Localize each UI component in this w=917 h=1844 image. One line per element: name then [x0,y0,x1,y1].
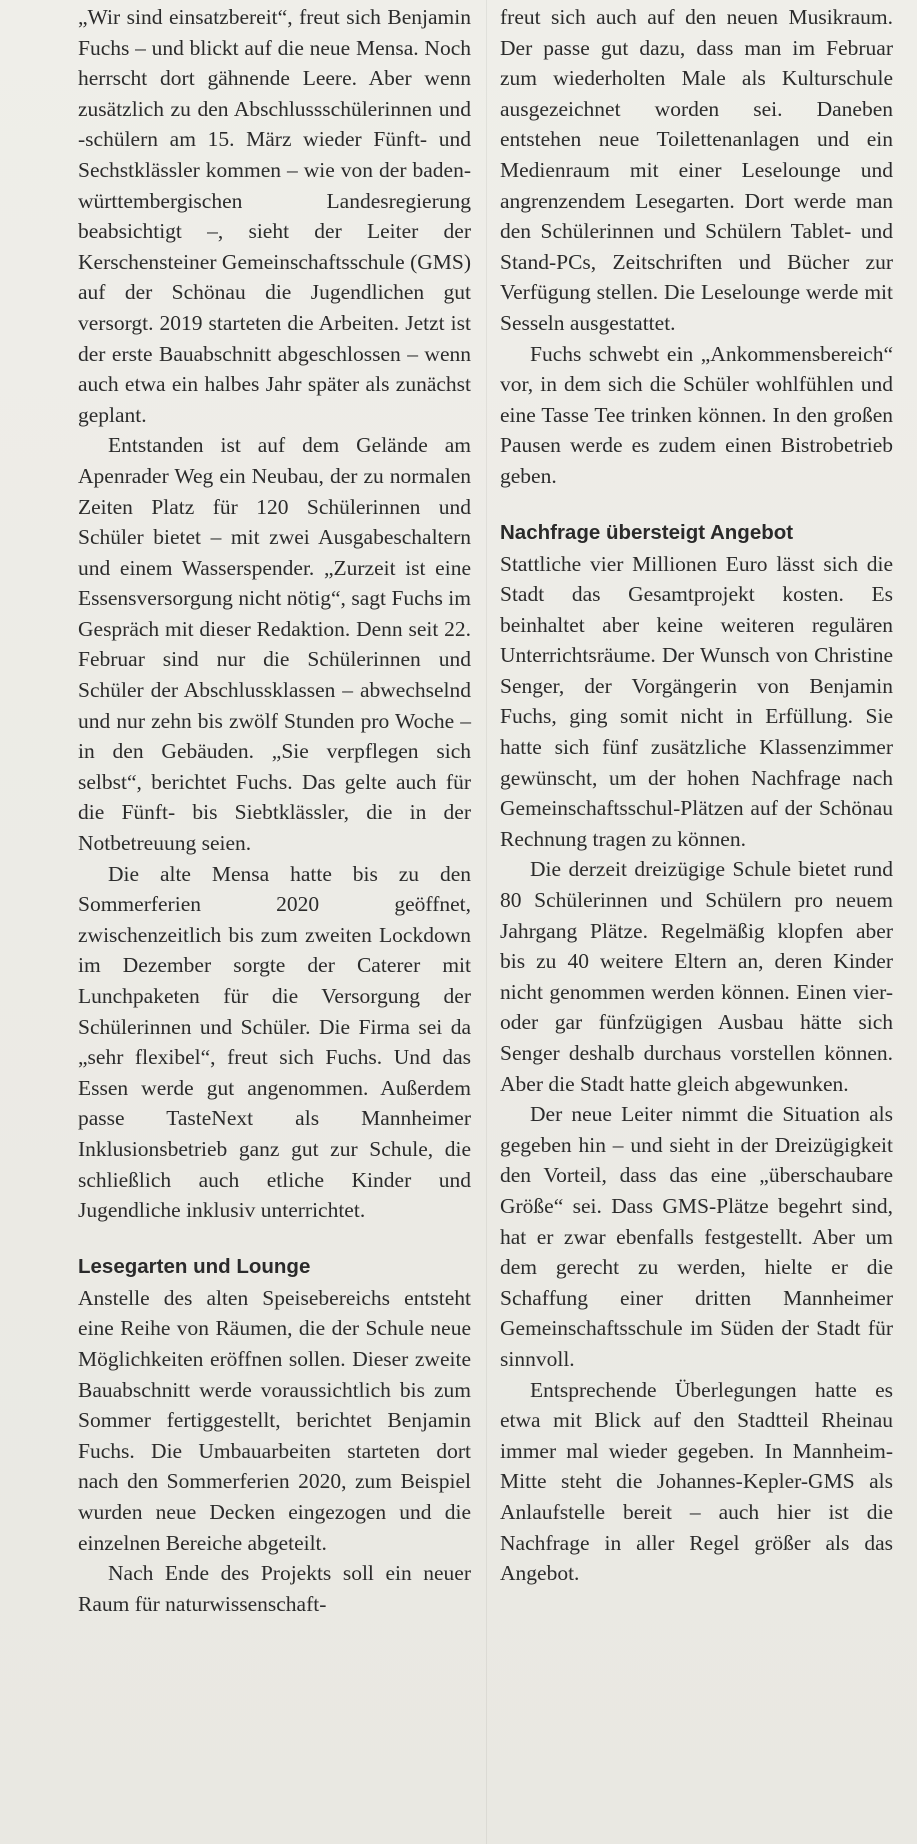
column-divider [486,0,487,1844]
paragraph: Stattliche vier Millionen Euro lässt sich die Stadt das Gesamtprojekt kosten. Es beinhaltet aber keine weiteren regulären Unterrichtsräume. Der Wunsch von Christine Senger, der Vorgängerin von Benjamin Fuchs, ging somit nicht in Erfüllung. Sie hatte sich fünf zusätzliche Klassenzimmer gewünscht, um der hohen Nachfrage nach Gemeinschaftsschul-Plätzen auf der Schönau Rechnung tragen zu können. [500,551,893,851]
subheading: Lesegarten und Lounge [78,1254,311,1278]
article-left-column [78,2,471,1619]
paragraph: Die derzeit dreizügige Schule bietet rund 80 Schülerinnen und Schülern pro neuem Jahrgang Plätze. Regelmäßig klopfen aber bis zu 40 weitere Eltern an, deren Kinder nicht genommen werden können. Einen vier- oder gar fünfzügigen Ausbau hätte sich Senger deshalb durchaus vorstellen können. Aber die Stadt hatte gleich abgewunken. [500,857,893,1096]
paragraph: „Wir sind einsatzbereit“, freut sich Benjamin Fuchs – und blickt auf die neue Mensa. Noch herrscht dort gähnende Leere. Aber wenn zusätzlich zu den Abschlussschülerinnen und -schülern am 15. März wieder Fünft- und Sechstklässler kommen – wie von der baden-württembergischen Landesregierung beabsichtigt –, sieht der Leiter der Kerschensteiner Gemeinschaftsschule (GMS) auf der Schönau die Jugendlichen gut versorgt. 2019 starteten die Arbeiten. Jetzt ist der erste Bauabschnitt abgeschlossen – wenn auch etwa ein halbes Jahr später als zunächst geplant. [78,5,471,427]
paragraph: Fuchs schwebt ein „Ankommensbereich“ vor, in dem sich die Schüler wohlfühlen und eine Tasse Tee trinken können. In den großen Pausen werde es zudem einen Bistrobetrieb geben. [500,341,893,488]
paragraph: Anstelle des alten Speisebereichs entsteht eine Reihe von Räumen, die der Schule neue Möglichkeiten eröffnen sollen. Dieser zweite Bauabschnitt werde voraussichtlich bis zum Sommer fertiggestellt, berichtet Benjamin Fuchs. Die Umbauarbeiten starteten dort nach den Sommerferien 2020, zum Beispiel wurden neue Decken eingezogen und die einzelnen Bereiche abgeteilt. [78,1285,471,1555]
paragraph: Der neue Leiter nimmt die Situation als gegeben hin – und sieht in der Dreizügigkeit den Vorteil, dass das eine „überschaubare Größe“ sei. Dass GMS-Plätze begehrt sind, hat er zwar ebenfalls festgestellt. Aber um dem gerecht zu werden, hielte er die Schaffung einer dritten Mannheimer Gemeinschaftsschule im Süden der Stadt für sinnvoll. [500,1102,893,1371]
paragraph: Entsprechende Überlegungen hatte es etwa mit Blick auf den Stadtteil Rheinau immer mal wieder gegeben. In Mannheim-Mitte steht die Johannes-Kepler-GMS als Anlaufstelle bereit – auch hier ist die Nachfrage in aller Regel größer als das Angebot. [500,1377,893,1586]
paragraph: freut sich auch auf den neuen Musikraum. Der passe gut dazu, dass man im Februar zum wiederholten Male als Kulturschule ausgezeichnet worden sei. Daneben entstehen neue Toilettenanlagen und ein Medienraum mit einer Leselounge und angrenzendem Lesegarten. Dort werde man den Schülerinnen und Schülern Tablet- und Stand-PCs, Zeitschriften und Bücher zur Verfügung stellen. Die Leselounge werde mit Sesseln ausgestattet. [500,5,893,335]
subheading: Nachfrage übersteigt Angebot [500,520,794,544]
article-right-column [500,2,893,1589]
paragraph: Entstanden ist auf dem Gelände am Apenrader Weg ein Neubau, der zu normalen Zeiten Platz für 120 Schülerinnen und Schüler bietet – mit zwei Ausgabeschaltern und einem Wasserspender. „Zurzeit ist eine Essensversorgung nicht nötig“, sagt Fuchs im Gespräch mit dieser Redaktion. Denn seit 22. Februar sind nur die Schülerinnen und Schüler der Abschlussklassen – abwechselnd und nur zehn bis zwölf Stunden pro Woche – in den Gebäuden. „Sie verpflegen sich selbst“, berichtet Fuchs. Das gelte auch für die Fünft- bis Siebtklässler, die in der Notbetreuung seien. [78,433,471,856]
paragraph: Die alte Mensa hatte bis zu den Sommerferien 2020 geöffnet, zwischenzeitlich bis zum zweiten Lockdown im Dezember sorgte der Caterer mit Lunchpaketen für die Versorgung der Schülerinnen und Schüler. Die Firma sei da „sehr flexibel“, freut sich Fuchs. Und das Essen werde gut angenommen. Außerdem passe TasteNext als Mannheimer Inklusionsbetrieb ganz gut zur Schule, die schließlich auch etliche Kinder und Jugendliche inklusiv unterrichtet. [78,861,471,1223]
paragraph: Nach Ende des Projekts soll ein neuer Raum für naturwissenschaft- [78,1561,471,1616]
